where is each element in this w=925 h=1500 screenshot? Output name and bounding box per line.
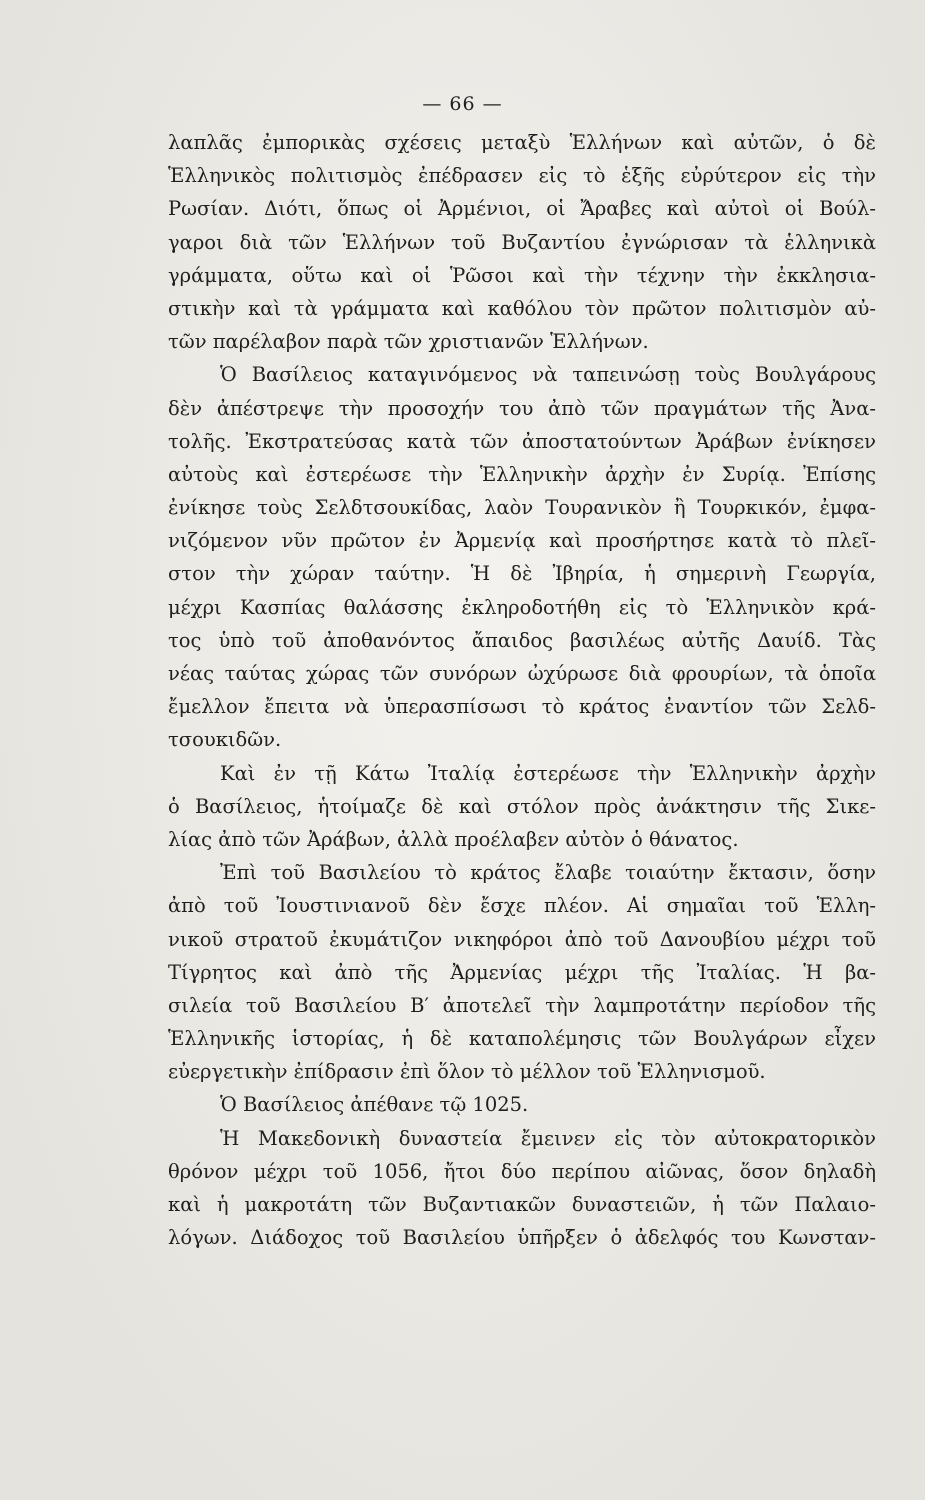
text-line: Ὁ Βασίλειος ἀπέθανε τῷ 1025. [220, 1093, 529, 1117]
text-line: λόγων. Διάδοχος τοῦ Βασιλείου ὑπῆρξεν ὁ ἀδελφός του Κωνσταν- [168, 1226, 876, 1250]
text-line: σιλεία τοῦ Βασιλείου Β′ ἀποτελεῖ τὴν λαμπροτάτην περίοδον τῆς [168, 993, 876, 1017]
text-line: αὐτοὺς καὶ ἐστερέωσε τὴν Ἑλληνικὴν ἀρχὴν ἐν Συρίᾳ. Ἐπίσης [168, 462, 876, 486]
text-line: ἀπὸ τοῦ Ἰουστινιανοῦ δὲν ἔσχε πλέον. Αἱ σημαῖαι τοῦ Ἑλλη- [168, 894, 876, 918]
text-line: δὲν ἀπέστρεψε τὴν προσοχήν του ἀπὸ τῶν πραγμάτων τῆς Ἀνα- [168, 396, 876, 420]
text-line: γαροι διὰ τῶν Ἑλλήνων τοῦ Βυζαντίου ἐγνώρισαν τὰ ἑλληνικὰ [168, 230, 876, 254]
text-line: θρόνον μέχρι τοῦ 1056, ἤτοι δύο περίπου αἰῶνας, ὅσον δηλαδὴ [168, 1159, 876, 1183]
text-line: γράμματα, οὕτω καὶ οἱ Ῥῶσοι καὶ τὴν τέχνην τὴν ἐκκλησια- [168, 263, 876, 287]
text-line: νικοῦ στρατοῦ ἐκυμάτιζον νικηφόροι ἀπὸ τοῦ Δανουβίου μέχρι τοῦ [168, 927, 876, 951]
text-line: λαπλᾶς ἐμπορικὰς σχέσεις μεταξὺ Ἑλλήνων καὶ αὐτῶν, ὁ δὲ [168, 131, 876, 154]
text-line: Ἑλληνικὸς πολιτισμὸς ἐπέδρασεν εἰς τὸ ἑξῆς εὐρύτερον εἰς τὴν [168, 164, 876, 188]
text-line: τσουκιδῶν. [168, 728, 282, 752]
page-number: — 66 — [422, 93, 503, 115]
text-line: Ὁ Βασίλειος καταγινόμενος νὰ ταπεινώσῃ τοὺς Βουλγάρους [220, 363, 876, 387]
body-text [168, 126, 876, 1254]
text-line: Καὶ ἐν τῇ Κάτω Ἰταλίᾳ ἐστερέωσε τὴν Ἑλληνικὴν ἀρχὴν [220, 761, 876, 785]
text-line: μέχρι Κασπίας θαλάσσης ἐκληροδοτήθη εἰς τὸ Ἑλληνικὸν κρά- [168, 595, 876, 619]
text-line: νέας ταύτας χώρας τῶν συνόρων ὠχύρωσε διὰ φρουρίων, τὰ ὁποῖα [168, 662, 876, 685]
text-line: καὶ ἡ μακροτάτη τῶν Βυζαντιακῶν δυναστειῶν, ἡ τῶν Παλαιο- [168, 1193, 876, 1216]
text-line: εὐεργετικὴν ἐπίδρασιν ἐπὶ ὅλον τὸ μέλλον τοῦ Ἑλληνισμοῦ. [168, 1060, 766, 1084]
text-line: ἐνίκησε τοὺς Σελδτσουκίδας, λαὸν Τουρανικὸν ἢ Τουρκικόν, ἐμφα- [168, 496, 876, 520]
text-line: λίας ἀπὸ τῶν Ἀράβων, ἀλλὰ προέλαβεν αὐτὸν ὁ θάνατος. [168, 827, 739, 851]
text-line: νιζόμενον νῦν πρῶτον ἐν Ἀρμενίᾳ καὶ προσήρτησε κατὰ τὸ πλεῖ- [168, 529, 876, 553]
text-line: Ρωσίαν. Διότι, ὅπως οἱ Ἀρμένιοι, οἱ Ἄραβες καὶ αὐτοὶ οἱ Βούλ- [168, 197, 876, 221]
text-line: τος ὑπὸ τοῦ ἀποθανόντος ἄπαιδος βασιλέως αὐτῆς Δαυίδ. Τὰς [168, 628, 876, 652]
text-line: ἔμελλον ἔπειτα νὰ ὑπερασπίσωσι τὸ κράτος ἐναντίον τῶν Σελδ- [168, 695, 876, 719]
text-line: τῶν παρέλαβον παρὰ τῶν χριστιανῶν Ἑλλήνων. [168, 330, 649, 354]
text-line: στικὴν καὶ τὰ γράμματα καὶ καθόλου τὸν πρῶτον πολιτισμὸν αὐ- [168, 296, 876, 320]
text-line: Ἑλληνικῆς ἱστορίας, ἡ δὲ καταπολέμησις τῶν Βουλγάρων εἶχεν [168, 1027, 876, 1051]
text-line: Τίγρητος καὶ ἀπὸ τῆς Ἀρμενίας μέχρι τῆς Ἰταλίας. Ἡ βα- [168, 960, 876, 984]
text-line: τολῆς. Ἐκστρατεύσας κατὰ τῶν ἀποστατούντων Ἀράβων ἐνίκησεν [168, 429, 876, 453]
text-line: ὁ Βασίλειος, ἡτοίμαζε δὲ καὶ στόλον πρὸς ἀνάκτησιν τῆς Σικε- [168, 794, 876, 818]
text-line: στον τὴν χώραν ταύτην. Ἡ δὲ Ἰβηρία, ἡ σημερινὴ Γεωργία, [168, 562, 876, 586]
text-line: Ἐπὶ τοῦ Βασιλείου τὸ κράτος ἔλαβε τοιαύτην ἔκτασιν, ὅσην [220, 861, 876, 885]
text-line: Ἡ Μακεδονικὴ δυναστεία ἔμεινεν εἰς τὸν αὐτοκρατορικὸν [220, 1126, 876, 1150]
